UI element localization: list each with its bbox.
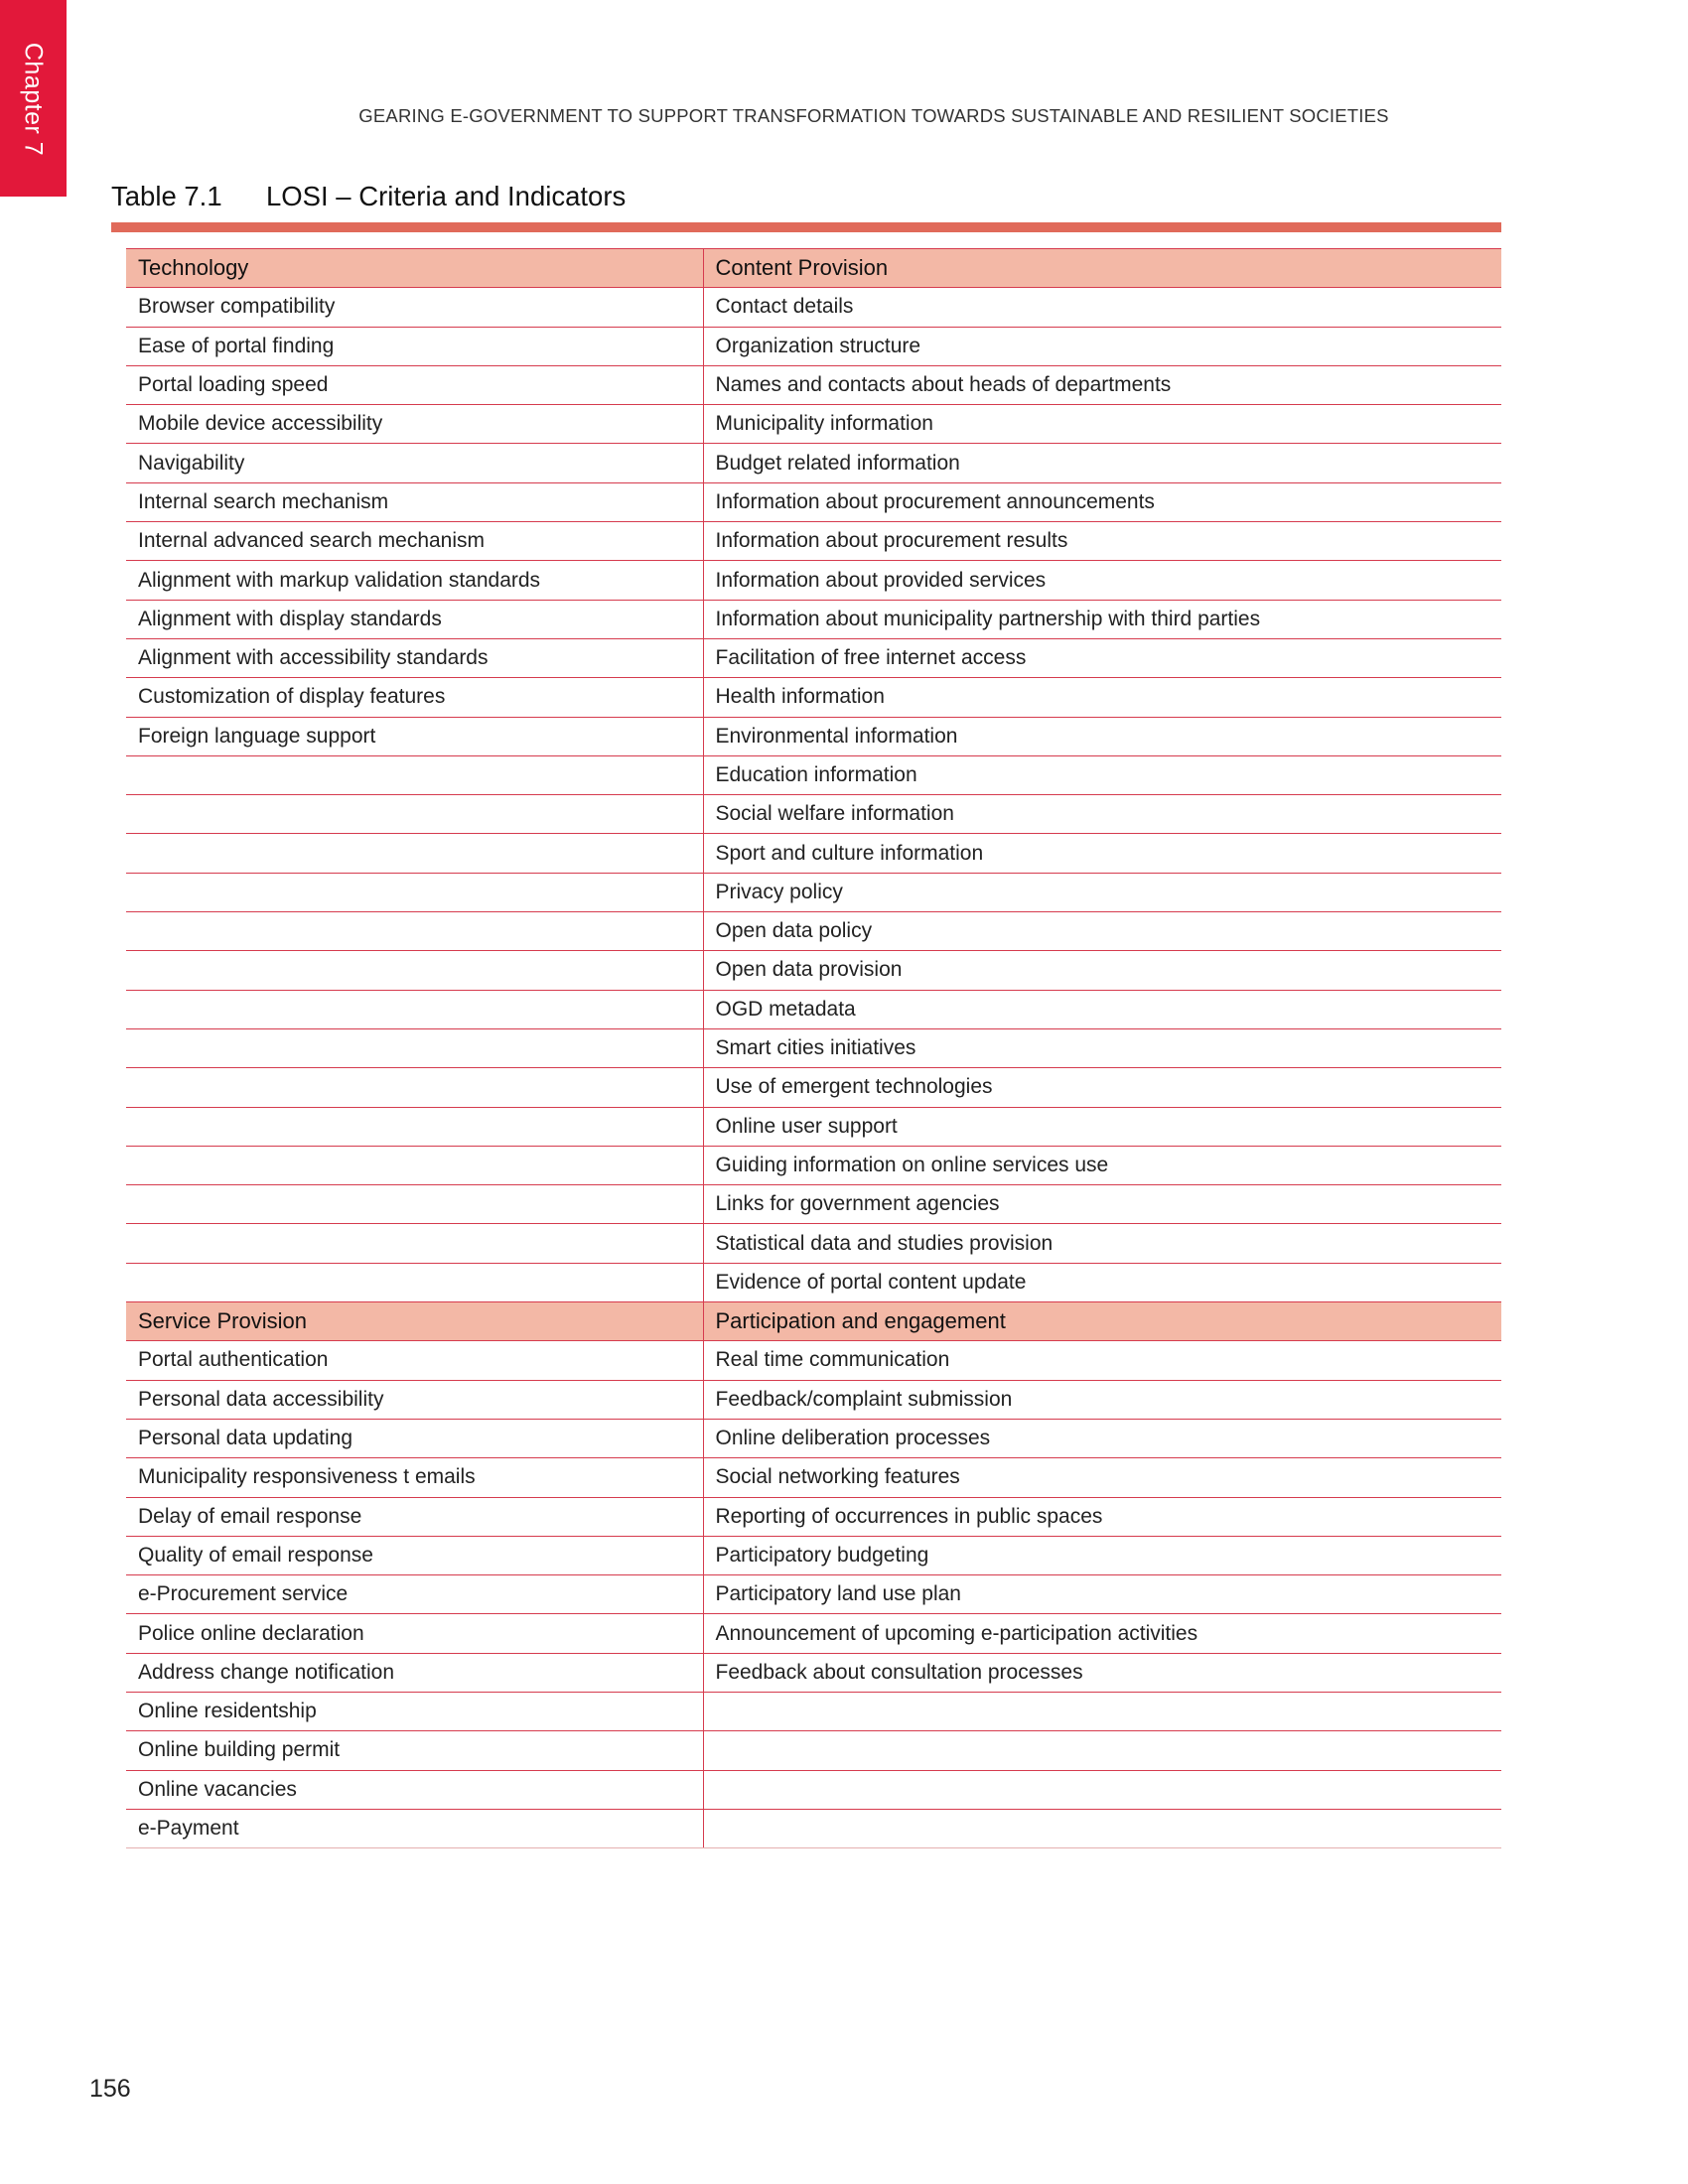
indicator-cell: Online deliberation processes <box>703 1419 1501 1457</box>
table-row <box>126 990 1501 1028</box>
table-row <box>126 1185 1501 1224</box>
table-row <box>126 1068 1501 1107</box>
indicator-cell: Social welfare information <box>703 795 1501 834</box>
indicator-cell: Customization of display features <box>126 678 703 717</box>
indicator-cell: Real time communication <box>703 1341 1501 1380</box>
table-row <box>126 1107 1501 1146</box>
indicator-cell: Guiding information on online services use <box>703 1146 1501 1184</box>
indicator-cell: Privacy policy <box>703 873 1501 911</box>
indicator-cell: Online residentship <box>126 1692 703 1730</box>
indicator-cell: Ease of portal finding <box>126 327 703 365</box>
table-row <box>126 1028 1501 1067</box>
table-row <box>126 678 1501 717</box>
table-row <box>126 1653 1501 1692</box>
table-row <box>126 600 1501 638</box>
indicator-cell: Online building permit <box>126 1731 703 1770</box>
indicator-cell: Feedback about consultation processes <box>703 1653 1501 1692</box>
indicator-cell: Delay of email response <box>126 1497 703 1536</box>
indicator-cell <box>126 1263 703 1301</box>
table-row <box>126 717 1501 755</box>
indicator-cell: Sport and culture information <box>703 834 1501 873</box>
indicator-cell: Open data policy <box>703 912 1501 951</box>
indicator-cell <box>126 1146 703 1184</box>
table-body <box>126 249 1501 1848</box>
table-row <box>126 1809 1501 1847</box>
indicator-cell: Reporting of occurrences in public spaces <box>703 1497 1501 1536</box>
indicator-cell: e-Payment <box>126 1809 703 1847</box>
section-header-row <box>126 1302 1501 1341</box>
indicator-cell: Facilitation of free internet access <box>703 638 1501 677</box>
table-row <box>126 951 1501 990</box>
table-row <box>126 1458 1501 1497</box>
section-header-cell: Technology <box>126 249 703 288</box>
table-number: Table 7.1 <box>111 181 222 211</box>
indicator-cell: Police online declaration <box>126 1614 703 1653</box>
indicator-cell: Navigability <box>126 444 703 482</box>
table-row <box>126 1146 1501 1184</box>
table-row <box>126 1770 1501 1809</box>
table-row <box>126 1536 1501 1574</box>
indicator-cell: Alignment with display standards <box>126 600 703 638</box>
table-row <box>126 873 1501 911</box>
indicator-cell: Links for government agencies <box>703 1185 1501 1224</box>
indicator-cell: Names and contacts about heads of departments <box>703 365 1501 404</box>
table-row <box>126 522 1501 561</box>
table-row <box>126 1614 1501 1653</box>
indicator-cell: Portal loading speed <box>126 365 703 404</box>
table-row <box>126 834 1501 873</box>
indicator-cell: Personal data updating <box>126 1419 703 1457</box>
indicator-cell <box>126 912 703 951</box>
indicator-cell: Online user support <box>703 1107 1501 1146</box>
indicator-cell <box>703 1692 1501 1730</box>
indicator-cell: Alignment with accessibility standards <box>126 638 703 677</box>
indicator-cell <box>126 1028 703 1067</box>
indicator-cell: Municipality responsiveness t emails <box>126 1458 703 1497</box>
indicator-cell: Participatory land use plan <box>703 1575 1501 1614</box>
indicator-cell: Budget related information <box>703 444 1501 482</box>
table-row <box>126 288 1501 327</box>
table-row <box>126 405 1501 444</box>
indicator-cell <box>126 755 703 794</box>
indicator-cell <box>703 1809 1501 1847</box>
indicator-cell: e-Procurement service <box>126 1575 703 1614</box>
indicator-cell <box>126 1107 703 1146</box>
table-row <box>126 1497 1501 1536</box>
indicator-cell: Evidence of portal content update <box>703 1263 1501 1301</box>
table-row <box>126 444 1501 482</box>
indicator-cell <box>126 795 703 834</box>
table-row <box>126 561 1501 600</box>
indicator-cell: Contact details <box>703 288 1501 327</box>
indicator-cell: Mobile device accessibility <box>126 405 703 444</box>
page-number: 156 <box>89 2075 131 2103</box>
table-row <box>126 1692 1501 1730</box>
section-header-cell: Service Provision <box>126 1302 703 1341</box>
section-header-cell: Participation and engagement <box>703 1302 1501 1341</box>
section-header-row <box>126 249 1501 288</box>
indicator-cell: Information about procurement results <box>703 522 1501 561</box>
table-row <box>126 1575 1501 1614</box>
indicator-cell <box>126 834 703 873</box>
indicator-cell: Organization structure <box>703 327 1501 365</box>
title-rule <box>111 222 1501 232</box>
indicator-cell: Municipality information <box>703 405 1501 444</box>
indicator-cell: Health information <box>703 678 1501 717</box>
indicator-cell: Quality of email response <box>126 1536 703 1574</box>
indicator-cell <box>126 990 703 1028</box>
running-head: GEARING E-GOVERNMENT TO SUPPORT TRANSFORMATION TOWARDS SUSTAINABLE AND RESILIENT SOCIETIES <box>358 105 1389 126</box>
table-row <box>126 1263 1501 1301</box>
table-row <box>126 755 1501 794</box>
indicator-cell: Browser compatibility <box>126 288 703 327</box>
table-row <box>126 327 1501 365</box>
indicator-cell: Portal authentication <box>126 1341 703 1380</box>
table-row <box>126 638 1501 677</box>
table-row <box>126 1224 1501 1263</box>
table-row <box>126 1419 1501 1457</box>
indicator-cell <box>126 951 703 990</box>
indicator-cell: Smart cities initiatives <box>703 1028 1501 1067</box>
indicator-cell: Open data provision <box>703 951 1501 990</box>
indicator-cell: Foreign language support <box>126 717 703 755</box>
table-title <box>111 181 626 212</box>
chapter-tab <box>0 0 67 197</box>
table-row <box>126 482 1501 521</box>
indicator-cell: Social networking features <box>703 1458 1501 1497</box>
indicator-cell: Use of emergent technologies <box>703 1068 1501 1107</box>
indicator-cell: Online vacancies <box>126 1770 703 1809</box>
indicator-cell <box>126 1224 703 1263</box>
indicator-cell <box>126 1185 703 1224</box>
table-row <box>126 365 1501 404</box>
indicator-cell: OGD metadata <box>703 990 1501 1028</box>
table-row <box>126 1380 1501 1419</box>
table-row <box>126 912 1501 951</box>
indicator-cell: Personal data accessibility <box>126 1380 703 1419</box>
indicator-cell <box>703 1770 1501 1809</box>
indicator-cell: Education information <box>703 755 1501 794</box>
indicator-cell: Feedback/complaint submission <box>703 1380 1501 1419</box>
indicator-cell: Announcement of upcoming e-participation activities <box>703 1614 1501 1653</box>
indicator-cell: Participatory budgeting <box>703 1536 1501 1574</box>
table-row <box>126 795 1501 834</box>
indicator-cell: Internal advanced search mechanism <box>126 522 703 561</box>
chapter-tab-label: Chapter 7 <box>19 42 48 157</box>
indicator-cell: Internal search mechanism <box>126 482 703 521</box>
indicator-cell: Alignment with markup validation standards <box>126 561 703 600</box>
indicator-cell: Address change notification <box>126 1653 703 1692</box>
indicator-cell <box>703 1731 1501 1770</box>
indicator-cell: Information about provided services <box>703 561 1501 600</box>
table-row <box>126 1341 1501 1380</box>
indicator-cell: Statistical data and studies provision <box>703 1224 1501 1263</box>
table-title-text: LOSI – Criteria and Indicators <box>266 181 627 211</box>
indicator-cell <box>126 873 703 911</box>
indicator-cell: Environmental information <box>703 717 1501 755</box>
table-row <box>126 1731 1501 1770</box>
indicator-cell: Information about municipality partnership with third parties <box>703 600 1501 638</box>
losi-criteria-table <box>126 248 1501 1848</box>
indicator-cell: Information about procurement announcements <box>703 482 1501 521</box>
section-header-cell: Content Provision <box>703 249 1501 288</box>
indicator-cell <box>126 1068 703 1107</box>
